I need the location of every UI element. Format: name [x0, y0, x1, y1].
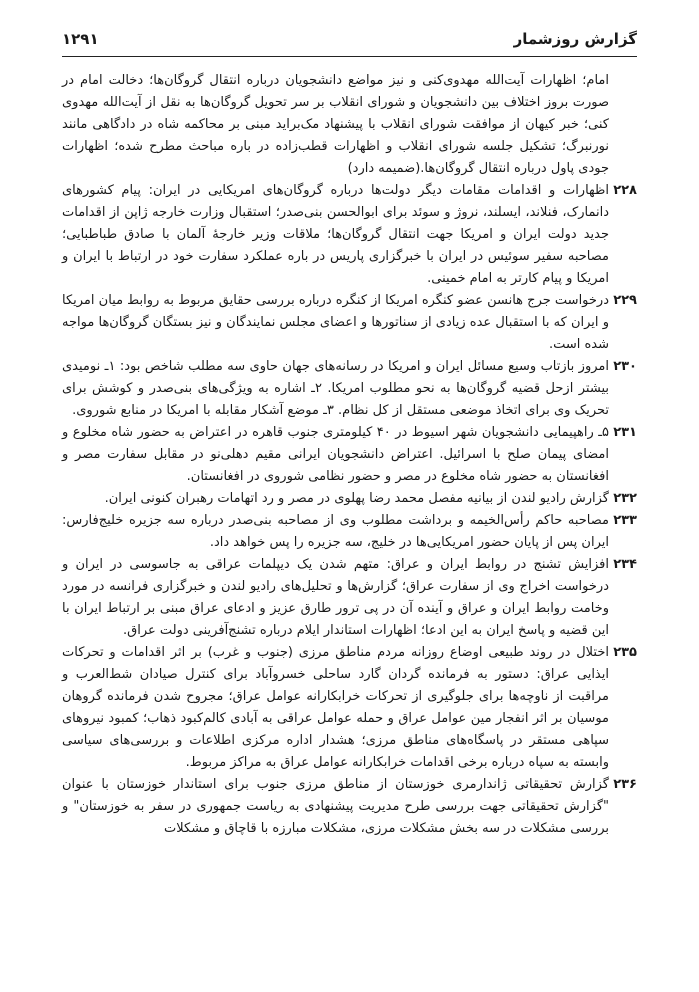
entry-number: ۲۳۵ [613, 645, 637, 660]
entry-text: افزایش تشنج در روابط ایران و عراق: متهم شدن یک دیپلمات عراقی به جاسوسی در ایران و درخواست اخراج وی از سفارت عراق؛ گزارش‌ها و تحلیل‌های رادیو لندن و خبرگزاری فرانسه در مورد وخامت روابط ایران و عراق و آینده آن در پی ترور طارق عزیز و ادعای عراق مبنی بر ارتباط ایران با این قضیه و پاسخ ایران به این ادعا؛ اظهارات استاندار ایلام درباره تشنج‌آفرینی دولت عراق. [62, 557, 609, 638]
entry-number: ۲۳۲ [613, 491, 637, 506]
entry-text: گزارش رادیو لندن از بیانیه مفصل محمد رضا پهلوی در مصر و رد اتهامات رهبران کنونی ایران. [104, 491, 609, 506]
entry-text: ۵ـ راهپیمایی دانشجویان شهر اسیوط در ۴۰ کیلومتری جنوب قاهره در اعتراض به حضور شاه مخلوع و امضای پیمان صلح با اسرائیل. اعتراض دانشجویان ایرانی مقیم دهلی‌نو در مقابل سفارت مصر و افغانستان به حضور شاه مخلوع در مصر و حضور نظامی شوروی در افغانستان. [62, 425, 609, 484]
list-item [62, 554, 637, 642]
continuation-paragraph [62, 70, 637, 180]
continuation-text: امام؛ اظهارات آیت‌الله مهدوی‌کنی و نیز مواضع دانشجویان درباره انتقال گروگان‌ها؛ دخالت امام در صورت بروز اختلاف بین دانشجویان و شورای انقلاب بر سر تحویل گروگان‌ها به نقل از آیت‌الله مهدوی کنی؛ خبر کیهان از موافقت شورای انقلاب با پیشنهاد مک‌براید مبنی بر محاکمه شاه در دادگاهی مانند نورنبرگ؛ تشکیل جلسه شورای انقلاب و اظهارات قطب‌زاده در باره مباحث مطرح شده؛ اظهارات جودی پاول درباره انتقال گروگان‌ها.(ضمیمه دارد) [62, 73, 609, 176]
entry-number: ۲۳۶ [613, 777, 637, 792]
page-body [62, 70, 637, 840]
entry-text: امروز بازتاب وسیع مسائل ایران و امریکا در رسانه‌های جهان حاوی سه مطلب شاخص بود: ۱ـ نومیدی بیشتر ازحل قضیه گروگان‌ها به نحو مطلوب امریکا. ۲ـ اشاره به ویژگی‌های بنی‌صدر و کوشش برای تحریک وی برای اتخاذ موضعی مستقل از کل نظام. ۳ـ موضع آشکار مقابله با امریکا در منابع شوروی. [62, 359, 609, 418]
entry-text: اختلال در روند طبیعی اوضاع روزانه مردم مناطق مرزی (جنوب و غرب) بر اثر اقدامات و تحرکات ایذایی عراق: دستور به فرمانده گردان گارد ساحلی خسروآباد برای کنترل صیادان شط‌العرب و مراقبت از ناوچه‌ها برای جلوگیری از تحرکات خرابکارانه عوامل عراق؛ مجروح شدن فرمانده گروهان موسیان بر اثر انفجار مین عوامل عراق و حمله عوامل عراقی به آبادی کالم‌کبود ذهاب؛ کمبود نیروهای سپاهی مستقر در پاسگاه‌های مناطق مرزی؛ هشدار اداره مرکزی اطلاعات و بررسی‌های سیاسی وابسته به سپاه درباره برخی اقدامات خرابکارانه عوامل عراق به مراکز مربوط. [62, 645, 609, 770]
list-item [62, 180, 637, 290]
entry-number: ۲۳۳ [613, 513, 637, 528]
list-item [62, 642, 637, 774]
page-number: ۱۲۹۱ [62, 30, 99, 48]
list-item [62, 488, 637, 510]
entry-number: ۲۳۴ [613, 557, 637, 572]
entry-number: ۲۲۹ [613, 293, 637, 308]
entry-number: ۲۳۰ [613, 359, 637, 374]
entry-number: ۲۲۸ [613, 183, 637, 198]
page-header [62, 22, 637, 57]
list-item [62, 774, 637, 840]
entry-text: اظهارات و اقدامات مقامات دیگر دولت‌ها درباره گروگان‌های امریکایی در ایران: پیام کشورهای دانمارک، فنلاند، ایسلند، نروژ و سوئد برای ابوالحسن بنی‌صدر؛ استقبال وزارت خارجه ژاپن از اقدامات جدید دولت ایران و امریکا جهت انتقال گروگان‌ها؛ ملاقات وزیر خارجهٔ آلمان با صادق طباطبایی؛ مصاحبه سفیر سوئیس در ایران با خبرگزاری پاریس در باره عملکرد سفارت خود در ارتباط با ایران و امریکا و پیام کارتر به امام خمینی. [62, 183, 609, 286]
entry-text: مصاحبه حاکم رأس‌الخیمه و برداشت مطلوب وی از مصاحبه بنی‌صدر درباره سه جزیره خلیج‌فارس: ایران پس از پایان حضور امریکایی‌ها در خلیج، سه جزیره را پس خواهد داد. [62, 513, 609, 550]
entry-number: ۲۳۱ [613, 425, 637, 440]
list-item [62, 422, 637, 488]
list-item [62, 290, 637, 356]
entry-text: درخواست جرج هانسن عضو کنگره امریکا از کنگره درباره بررسی حقایق مربوط به روابط میان امریکا و ایران که با استقبال عده زیادی از سناتورها و اعضای مجلس نمایندگان و نیز بستگان گروگان‌ها مواجه شده است. [62, 293, 609, 352]
running-title: گزارش روزشمار [513, 30, 637, 48]
list-item [62, 510, 637, 554]
entry-text: گزارش تحقیقاتی ژاندارمری خوزستان از مناطق مرزی جنوب برای استاندار خوزستان با عنوان "گزارش تحقیقاتی جهت بررسی طرح مدیریت پیشنهادی به ریاست جمهوری در سفر به خوزستان" و بررسی مشکلات در سه بخش مشکلات مرزی، مشکلات مبارزه با قاچاق و مشکلات [62, 777, 609, 836]
list-item [62, 356, 637, 422]
